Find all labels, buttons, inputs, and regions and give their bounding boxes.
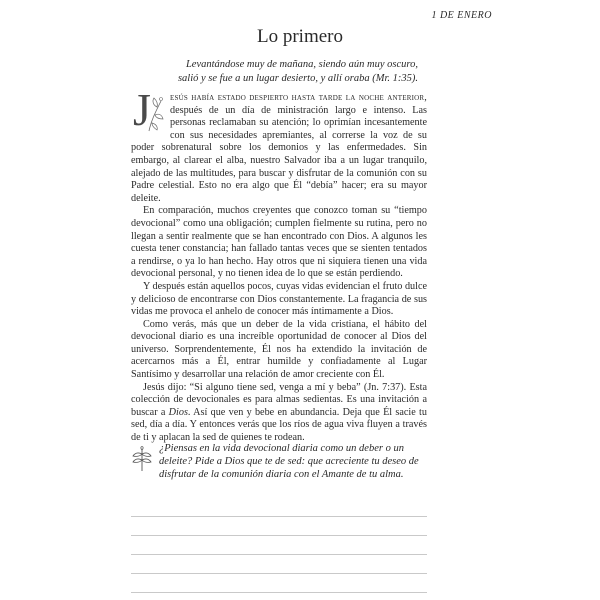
paragraph-5 [131, 382, 427, 445]
epigraph-line-1: Levantándose muy de mañana, siendo aún muy oscuro, [185, 59, 418, 70]
paragraph-1-lead: esús había estado despierto hasta tarde la noche anterior, [170, 92, 427, 103]
leaf-sprig-icon [131, 446, 153, 472]
paragraph-2: En comparación, muchos creyentes que conozco toman su “tiempo devocional” como una obligación; cumplen fielmente su rutina, pero no llegan a sentir realmente que se han encontrado con Dios. A algunos les cuesta tener constancia; han fallado tantas veces que se sienten tentados a rendirse, o ya lo han hecho. Hay otros que ni siquiera tienen una vida devocional personal, y no tienen idea de lo que se están perdiendo. [131, 205, 427, 280]
epigraph-verse [130, 58, 418, 86]
paragraph-5-italic: Dios [168, 406, 188, 418]
writing-lines [131, 498, 427, 593]
writing-line-3 [131, 536, 427, 555]
epigraph-line-2: salió y se fue a un lugar desierto, y allí oraba (Mr. 1:35). [177, 73, 418, 84]
paragraph-1-rest: después de un día de ministración largo e intenso. Las personas reclamaban su atención; lo oprimían incesantemente con sus necesidades apremiantes, al correrse la voz de su poder sobrenatural sobre los demonios y las enfermedades. Sin embargo, al clarear el alba, nuestro Salvador iba a un lugar tranquilo, alejado de las multitudes, para buscar y disfrutar de la comunión con su Padre celestial. Esto no era algo que Él “debía” hacer; era su mayor deleite. [131, 104, 427, 204]
reflection-prompt [131, 442, 431, 482]
paragraph-4: Como verás, más que un deber de la vida cristiana, el hábito del devocional diario es una increíble oportunidad de conocer al Dios del universo. Sorprendentemente, Él nos ha extendido la invitación de acercarnos más a Él, entrar humilde y confiadamente al Lugar Santísimo y desarrollar una relación de amor creciente con Él. [131, 318, 427, 381]
running-head-date: 1 DE ENERO [431, 10, 492, 21]
page-title: Lo primero [256, 26, 343, 47]
writing-line-5 [131, 574, 427, 593]
dropcap-letter: J [133, 84, 151, 135]
reflection-text: ¿Piensas en la vida devocional diaria como un deber o un deleite? Pide a Dios que te de sed: que acreciente tu deseo de disfrutar de la comunión diaria con el Amante de tu alma. [159, 443, 419, 481]
writing-line-1 [131, 498, 427, 517]
paragraph-1 [131, 92, 427, 205]
paragraph-5-start: Jesús dijo: “Si alguno tiene sed, venga a mí y beba” (Jn. 7:37). Esta colección de devocionales es para almas sedientas. Es una invitación a buscar a [131, 381, 427, 418]
paragraph-3: Y después están aquellos pocos, cuyas vidas evidencian el fruto dulce y delicioso de encontrarse con Dios constantemente. La fragancia de sus vidas me provoca el anhelo de conocer más íntimamente a Dios. [131, 280, 427, 318]
dropcap-ornament [131, 84, 165, 135]
writing-line-4 [131, 555, 427, 574]
paragraph-5-end: . Así que ven y bebe en abundancia. Deja que Él sacie tu sed, día a día. Y entonces verás que los ríos de agua viva fluyen a través de ti y aplacan la sed de quienes te rodean. [131, 406, 427, 444]
body-text [131, 84, 427, 445]
writing-line-2 [131, 517, 427, 536]
